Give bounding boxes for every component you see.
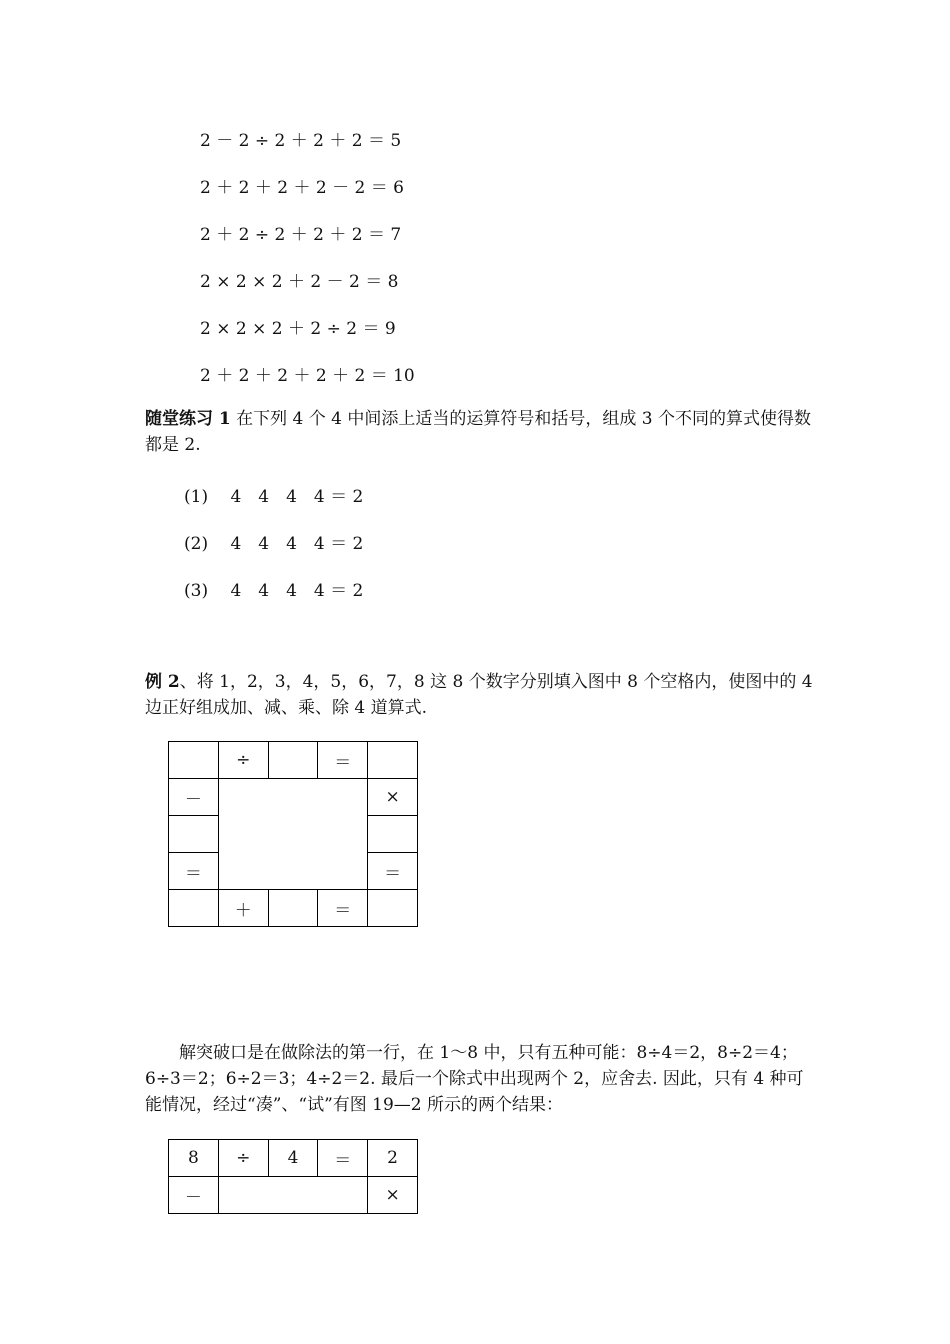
- equation-line: 2 ＋ 2 ＋ 2 ＋ 2 ＋ 2 ＝ 10: [200, 366, 415, 386]
- grid-center: [218, 1177, 367, 1214]
- grid-cell: [268, 890, 318, 927]
- equation-line: 2 － 2 ÷ 2 ＋ 2 ＋ 2 ＝ 5: [200, 131, 402, 151]
- grid-cell: ＋: [218, 890, 268, 927]
- example2-text: 、将 1，2，3，4，5，6，7，8 这 8 个数字分别填入图中 8 个空格内，使图中的 4 边正好组成加、减、乘、除 4 道算式.: [145, 672, 813, 718]
- grid-cell: ＝: [169, 853, 219, 890]
- grid-cell: [169, 742, 219, 779]
- equation-line: 2 × 2 × 2 ＋ 2 － 2 ＝ 8: [200, 272, 399, 292]
- grid-cell: ＝: [368, 853, 418, 890]
- grid-cell: ×: [368, 1177, 418, 1214]
- grid-cell: 2: [368, 1140, 418, 1177]
- grid-cell: 8: [169, 1140, 219, 1177]
- example2-label: 例 2: [145, 672, 180, 692]
- grid-cell: ＝: [318, 890, 368, 927]
- exercise-text: 在下列 4 个 4 中间添上适当的运算符号和括号，组成 3 个不同的算式使得数都是 2.: [145, 409, 812, 455]
- grid-row-2: [169, 1177, 418, 1214]
- equation-line: 2 ＋ 2 ＋ 2 ＋ 2 － 2 ＝ 6: [200, 178, 404, 198]
- grid-center: [218, 779, 367, 890]
- grid-cell: [368, 890, 418, 927]
- puzzle-grid: [168, 741, 418, 927]
- exercise-item: (3) 4 4 4 4 ＝ 2: [184, 581, 364, 601]
- equation-line: 2 × 2 × 2 ＋ 2 ÷ 2 ＝ 9: [200, 319, 396, 339]
- grid-cell: ×: [368, 779, 418, 816]
- grid-cell: ＝: [318, 1140, 368, 1177]
- grid-row-top: [169, 1140, 418, 1177]
- grid-cell: [368, 816, 418, 853]
- exercise-item: (1) 4 4 4 4 ＝ 2: [184, 487, 364, 507]
- example2-paragraph: [145, 669, 815, 721]
- solution-grid: [168, 1139, 418, 1214]
- grid-cell: ÷: [218, 742, 268, 779]
- grid-cell: [368, 742, 418, 779]
- grid-cell: [268, 742, 318, 779]
- grid-cell: [169, 816, 219, 853]
- grid-cell: [169, 890, 219, 927]
- exercise-paragraph: [145, 406, 815, 458]
- grid-cell: －: [169, 1177, 219, 1214]
- grid-row-bottom: [169, 890, 418, 927]
- grid-cell: ＝: [318, 742, 368, 779]
- exercise-label: 随堂练习 1: [145, 409, 231, 429]
- grid-row-top: [169, 742, 418, 779]
- grid-cell: ÷: [218, 1140, 268, 1177]
- grid-row-2: [169, 779, 418, 816]
- equation-line: 2 ＋ 2 ÷ 2 ＋ 2 ＋ 2 ＝ 7: [200, 225, 402, 245]
- grid-cell: －: [169, 779, 219, 816]
- solution-paragraph: 解突破口是在做除法的第一行，在 1～8 中，只有五种可能：8÷4＝2，8÷2＝4；6÷3＝2；6÷2＝3；4÷2＝2. 最后一个除式中出现两个 2，应舍去. 因此，只有 4 种可能情况，经过“凑”、“试”有图 19—2 所示的两个结果：: [145, 1043, 804, 1115]
- exercise-item: (2) 4 4 4 4 ＝ 2: [184, 534, 364, 554]
- grid-cell: 4: [268, 1140, 318, 1177]
